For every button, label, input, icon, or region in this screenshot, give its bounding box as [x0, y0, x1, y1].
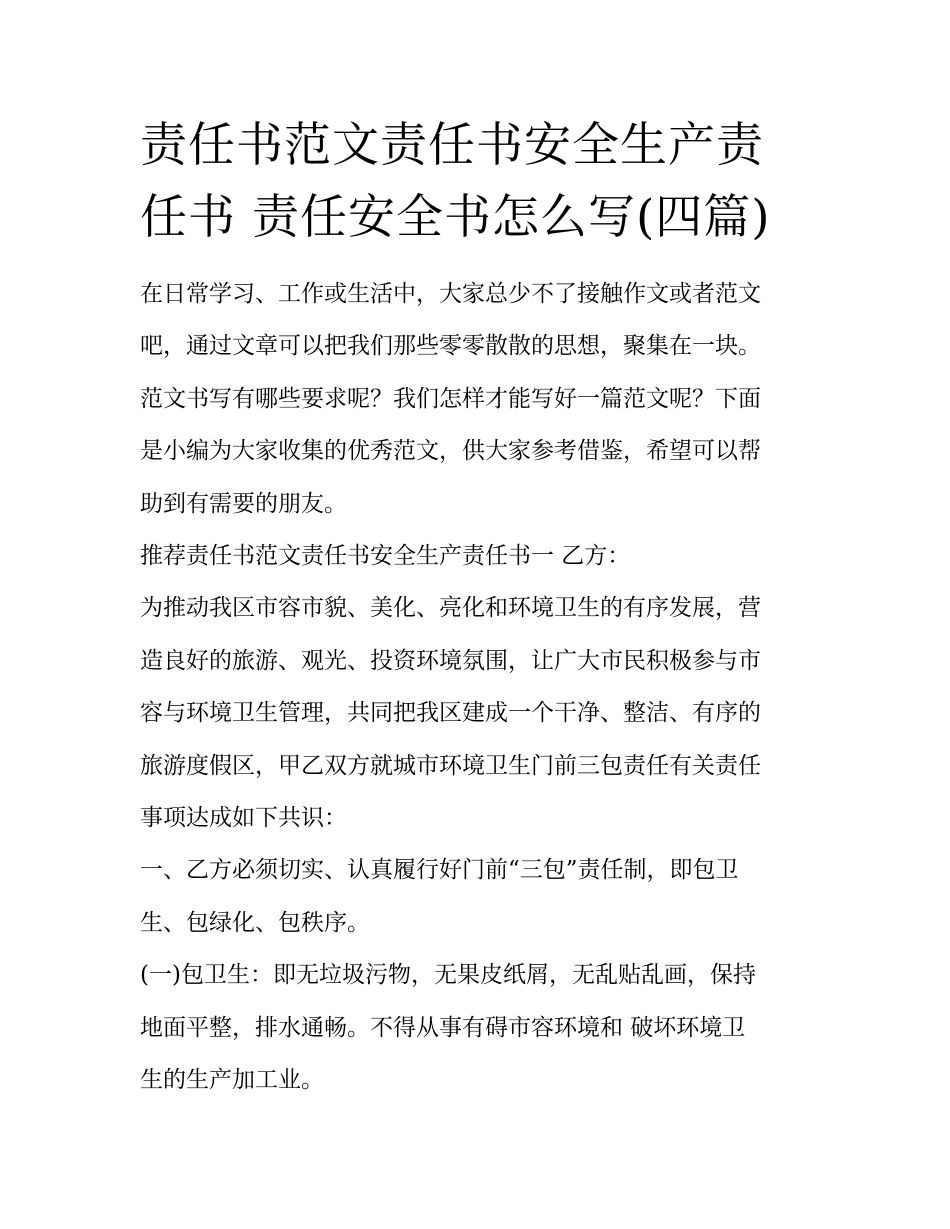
document-title	[140, 110, 820, 254]
body-line: 生的生产加工业。	[140, 1067, 324, 1094]
body-line: 一、乙方必须切实、认真履行好门前“三包”责任制，即包卫	[140, 857, 739, 884]
body-line: 地面平整，排水通畅。不得从事有碍市容环境和 破坏环境卫	[140, 1014, 746, 1041]
body-line: 吧，通过文章可以把我们那些零零散散的思想，聚集在一块。	[140, 333, 761, 360]
title-line: 责任书范文责任书安全生产责	[140, 118, 764, 173]
document-body	[140, 268, 820, 1107]
body-line: 为推动我区市容市貌、美化、亮化和环境卫生的有序发展，营	[140, 595, 761, 622]
body-line: 造良好的旅游、观光、投资环境氛围，让广大市民积极参与市	[140, 647, 761, 674]
body-line: 助到有需要的朋友。	[140, 490, 347, 517]
section-heading-line: 推荐责任书范文责任书安全生产责任书一 乙方：	[140, 543, 631, 570]
body-line: 在日常学习、工作或生活中，大家总少不了接触作文或者范文	[140, 281, 761, 307]
body-line: (一)包卫生：即无垃圾污物，无果皮纸屑，无乱贴乱画，保持	[140, 962, 756, 989]
body-line: 容与环境卫生管理，共同把我区建成一个干净、整洁、有序的	[140, 700, 761, 727]
title-line: 任书 责任安全书怎么写(四篇)	[140, 190, 771, 245]
body-line: 旅游度假区，甲乙双方就城市环境卫生门前三包责任有关责任	[140, 752, 761, 779]
body-line: 生、包绿化、包秩序。	[140, 909, 370, 936]
body-line: 事项达成如下共识：	[140, 805, 347, 832]
document-page	[140, 110, 820, 1107]
body-line: 范文书写有哪些要求呢？我们怎样才能写好一篇范文呢？下面	[140, 385, 761, 412]
body-line: 是小编为大家收集的优秀范文，供大家参考借鉴，希望可以帮	[140, 438, 761, 465]
